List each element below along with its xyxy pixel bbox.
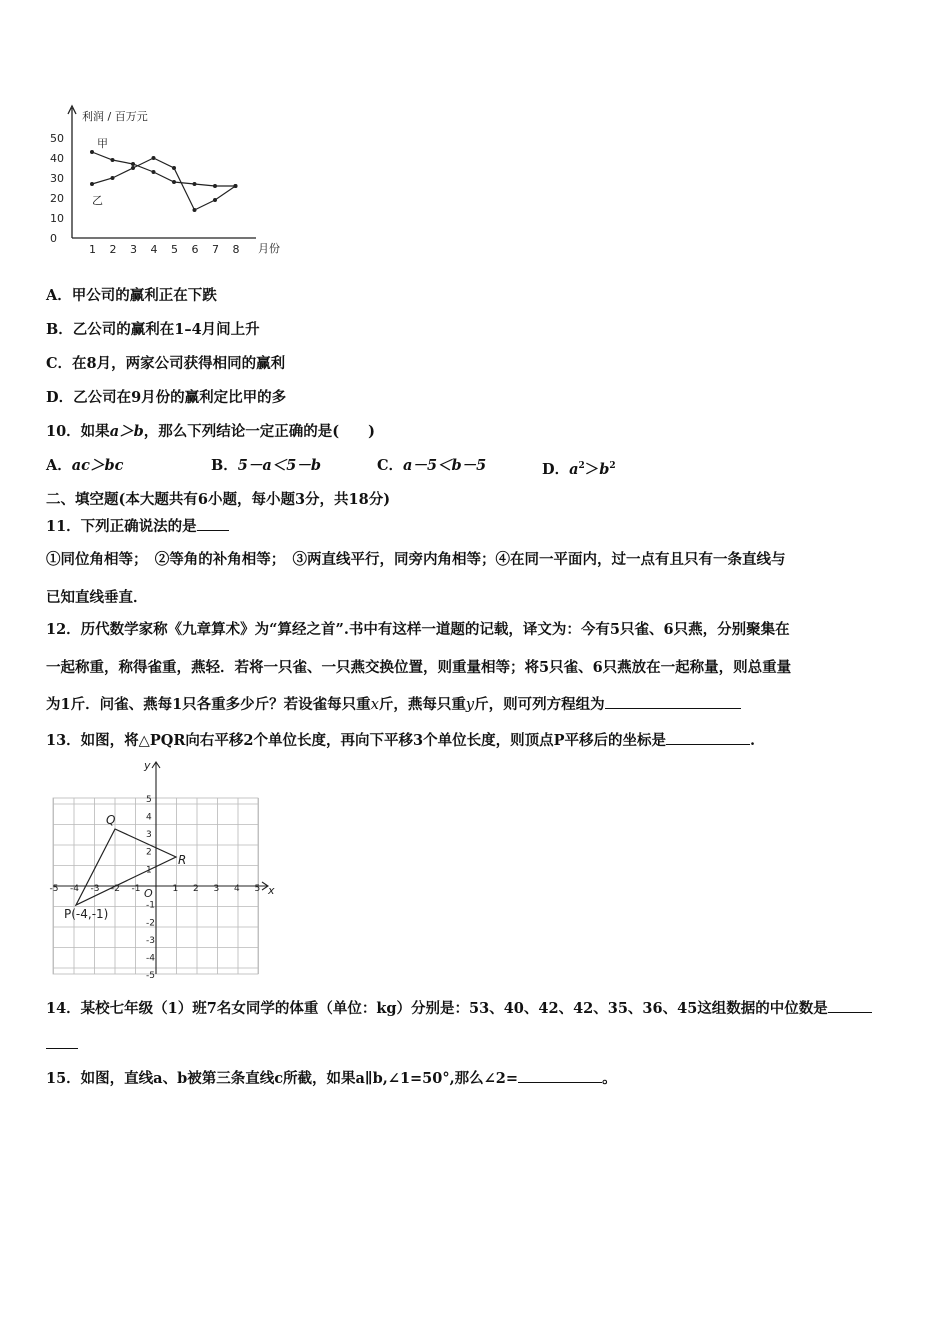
data-point <box>152 156 156 160</box>
grid-y-tick: -4 <box>146 953 155 964</box>
q14-answer-blank-part2 <box>46 1048 78 1049</box>
x-tick-label: 8 <box>232 243 240 256</box>
grid-y-tick: 4 <box>146 812 152 823</box>
y-tick-label: 0 <box>50 232 57 245</box>
q12-line-2: 一起称重，称得雀重，燕轻．若将一只雀、一只燕交换位置，则重量相等；将5只雀、6只燕放在一起称量，则总重量 <box>46 659 792 676</box>
grid-x-tick: -1 <box>131 884 141 894</box>
q9-option-a: A．甲公司的赢利正在下跌 <box>46 287 217 304</box>
y-axis-label: 利润 / 百万元 <box>82 110 148 123</box>
q11-stem: 11．下列正确说法的是 <box>46 516 229 537</box>
grid-y-tick: 1 <box>146 865 152 876</box>
grid-x-tick: 2 <box>193 884 199 894</box>
q14-answer-blank-part1 <box>828 998 872 1013</box>
data-point <box>213 184 217 188</box>
vertex-q-label: Q <box>106 813 116 827</box>
q13-stem: 13．如图，将△PQR向右平移2个单位长度，再向下平移3个单位长度，则顶点P平移后的坐标是 . <box>46 732 756 749</box>
q10-option-a: A．ac＞bc <box>46 457 124 474</box>
q15-answer-blank <box>518 1068 602 1083</box>
grid-axes <box>53 762 268 974</box>
y-tick-label: 10 <box>50 212 64 225</box>
x-axis-label: 月份 <box>258 242 280 255</box>
q9-option-b: B．乙公司的赢利在1–4月间上升 <box>46 321 260 338</box>
data-point <box>90 182 94 186</box>
vertex-p-label: P(-4,-1) <box>64 907 109 921</box>
q10-stem: 10．如果a＞b，那么下列结论一定正确的是( ) <box>46 423 375 440</box>
q12-line-3: 为1斤．问雀、燕每1只各重多少斤？若设雀每只重x斤，燕每只重y斤，则可列方程组为 <box>46 694 741 715</box>
data-point <box>213 198 217 202</box>
series-label-yi: 乙 <box>92 194 103 207</box>
grid-x-tick: 5 <box>254 884 261 894</box>
chart-axes <box>68 106 256 238</box>
y-axis-name: y <box>144 759 151 772</box>
grid-x-tick: -5 <box>49 884 59 894</box>
y-tick-label: 50 <box>50 132 64 145</box>
x-tick-label: 4 <box>150 243 158 256</box>
data-point <box>172 166 176 170</box>
data-point <box>90 150 94 154</box>
profit-line-chart <box>40 100 300 260</box>
q14-stem: 14．某校七年级（1）班7名女同学的体重（单位：kg）分别是：53、40、42、42、35、36、45这组数据的中位数是 <box>46 998 872 1019</box>
data-point <box>111 158 115 162</box>
x-tick-label: 2 <box>109 243 117 256</box>
x-tick-label: 5 <box>171 243 178 256</box>
grid-y-tick: 2 <box>146 847 152 858</box>
series-line-yi <box>92 158 236 210</box>
q11-statements-line-1: ①同位角相等； ②等角的补角相等； ③两直线平行，同旁内角相等；④在同一平面内，过一点有且只有一条直线与 <box>46 551 786 568</box>
q10-option-d: D．$a^2>b^2$ <box>542 460 616 478</box>
data-point <box>172 180 176 184</box>
grid-y-tick: -1 <box>146 900 155 911</box>
data-point <box>111 176 115 180</box>
data-point <box>234 184 238 188</box>
q9-option-d: D．乙公司在9月份的赢利定比甲的多 <box>46 389 287 406</box>
grid-x-tick: -2 <box>111 884 120 894</box>
grid-y-tick: 5 <box>146 794 152 805</box>
grid-y-tick: -3 <box>146 935 155 946</box>
q15-stem: 15．如图，直线a、b被第三条直线c所截，如果a∥b,∠1=50°,那么∠2= 。 <box>46 1070 617 1087</box>
data-point <box>193 208 197 212</box>
data-point <box>193 182 197 186</box>
grid-x-tick: 4 <box>234 884 240 894</box>
x-tick-label: 3 <box>130 243 137 256</box>
x-tick-label: 7 <box>212 243 219 256</box>
x-tick-label: 6 <box>191 243 199 256</box>
x-axis-name: x <box>268 884 275 897</box>
q9-option-c: C．在8月，两家公司获得相同的赢利 <box>46 355 286 372</box>
x-tick-label: 1 <box>89 243 96 256</box>
q11-answer-blank <box>197 516 229 531</box>
grid-y-tick: -5 <box>146 971 155 980</box>
grid-x-tick: 3 <box>213 884 220 894</box>
q10-option-b: B．5－a＜5－b <box>211 457 321 474</box>
y-tick-label: 40 <box>50 152 64 165</box>
y-tick-label: 30 <box>50 172 64 185</box>
vertex-r-label: R <box>178 853 187 867</box>
q10-option-c: C．a－5＜b－5 <box>377 457 487 474</box>
q12-answer-blank <box>605 694 741 709</box>
origin-label: O <box>144 887 153 900</box>
q11-statements-line-2: 已知直线垂直． <box>46 589 148 606</box>
data-point <box>152 170 156 174</box>
data-point <box>131 162 135 166</box>
section-2-heading: 二、填空题(本大题共有6小题，每小题3分，共18分) <box>46 491 391 508</box>
q13-coordinate-grid <box>40 756 280 980</box>
q13-answer-blank <box>666 730 750 745</box>
grid-y-tick: 3 <box>146 830 152 841</box>
series-line-jia <box>92 152 236 186</box>
y-tick-label: 20 <box>50 192 64 205</box>
series-label-jia: 甲 <box>97 137 108 150</box>
grid-x-tick: 1 <box>172 884 179 894</box>
grid-x-tick: -3 <box>90 884 100 894</box>
q12-line-1: 12．历代数学家称《九章算术》为“算经之首”.书中有这样一道题的记载，译文为：今有5只雀、6只燕，分别聚集在 <box>46 621 790 638</box>
grid-x-tick: -4 <box>70 884 79 894</box>
data-point <box>131 166 135 170</box>
grid-y-tick: -2 <box>146 918 155 929</box>
